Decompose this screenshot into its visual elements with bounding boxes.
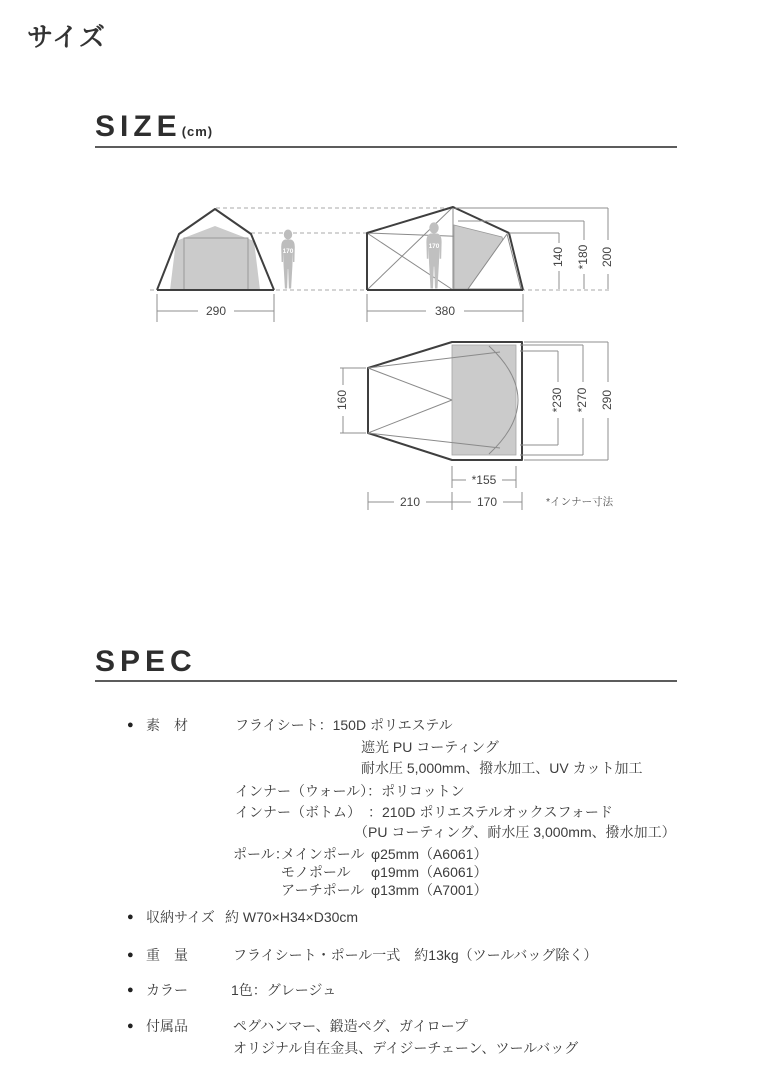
material-pole-label: ポール：	[233, 846, 289, 862]
tent-front-view	[157, 209, 274, 290]
page-title: サイズ	[27, 22, 106, 52]
pole-name-main: メインポール	[281, 846, 365, 862]
storage-bullet-icon: ●	[127, 911, 134, 923]
pole-spec-main: φ25mm（A6061）	[371, 846, 488, 862]
person-side-view	[426, 222, 441, 288]
accessories-line1: ペグハンマー、鍛造ペグ、ガイロープ	[233, 1018, 468, 1034]
dim-side-length: 380	[434, 304, 456, 318]
material-bullet-icon: ●	[127, 719, 134, 731]
weight-label: 重 量	[146, 947, 188, 963]
weight-bullet-icon: ●	[127, 949, 134, 961]
color-label: カラー	[146, 982, 188, 998]
material-label: 素 材	[146, 717, 188, 733]
color-bullet-icon: ●	[127, 984, 134, 996]
person-front-view	[281, 230, 295, 289]
accessories-label: 付属品	[146, 1018, 188, 1034]
spec-section-heading	[95, 645, 197, 679]
storage-label: 収納サイズ	[146, 909, 215, 925]
dim-top-length-left: 210	[399, 495, 421, 509]
weight-value: フライシート・ポール一式 約13kg（ツールバッグ除く）	[233, 947, 598, 963]
inner-dimension-note: *インナー寸法	[546, 496, 614, 508]
material-fly-line3: 耐水圧 5,000mm、撥水加工、UV カット加工	[361, 760, 643, 776]
size-heading-unit: (cm)	[181, 124, 214, 139]
top-length-dimensions	[368, 466, 522, 510]
dim-top-inner-length: *155	[471, 473, 497, 487]
tent-top-view	[368, 342, 522, 460]
person-front-height-label: 170	[282, 248, 294, 255]
pole-spec-arch: φ13mm（A7001）	[371, 882, 488, 898]
accessories-line2: オリジナル自在金具、デイジーチェーン、ツールバッグ	[233, 1040, 579, 1056]
top-inner-tent-shade	[452, 345, 516, 455]
color-value: 1色：グレージュ	[231, 982, 337, 998]
dim-top-total-width: 290	[600, 389, 615, 411]
dim-front-width: 290	[205, 304, 227, 318]
dim-top-inner-width: *230	[550, 387, 565, 413]
material-inner-bottom: インナー（ボトム） ：210D ポリエステルオックスフォード	[235, 804, 613, 820]
dim-top-length-right: 170	[476, 495, 498, 509]
material-fly-line1: フライシート：150D ポリエステル	[235, 717, 453, 733]
dim-top-inner-width2: *270	[575, 387, 590, 413]
accessories-bullet-icon: ●	[127, 1020, 134, 1032]
dim-height-total: 200	[600, 246, 615, 268]
size-heading-text: SIZE	[95, 110, 182, 143]
dim-height-inner: 140	[551, 246, 566, 268]
storage-value: 約 W70×H34×D30cm	[225, 909, 359, 925]
material-inner-wall: インナー（ウォール）：ポリコットン	[235, 783, 465, 799]
spec-heading-text: SPEC	[95, 645, 197, 678]
dim-top-end-width: 160	[335, 389, 350, 411]
pole-name-mono: モノポール	[281, 864, 351, 880]
person-side-height-label: 170	[428, 243, 440, 250]
tent-side-view	[367, 207, 523, 290]
dim-height-inner-star: *180	[576, 244, 591, 270]
pole-name-arch: アーチポール	[281, 882, 365, 898]
spec-heading-rule	[95, 680, 677, 682]
pole-spec-mono: φ19mm（A6061）	[371, 864, 488, 880]
material-fly-line2: 遮光 PU コーティング	[361, 739, 499, 755]
material-inner-bottom2: （PU コーティング、耐水圧 3,000mm、撥水加工）	[354, 824, 676, 840]
